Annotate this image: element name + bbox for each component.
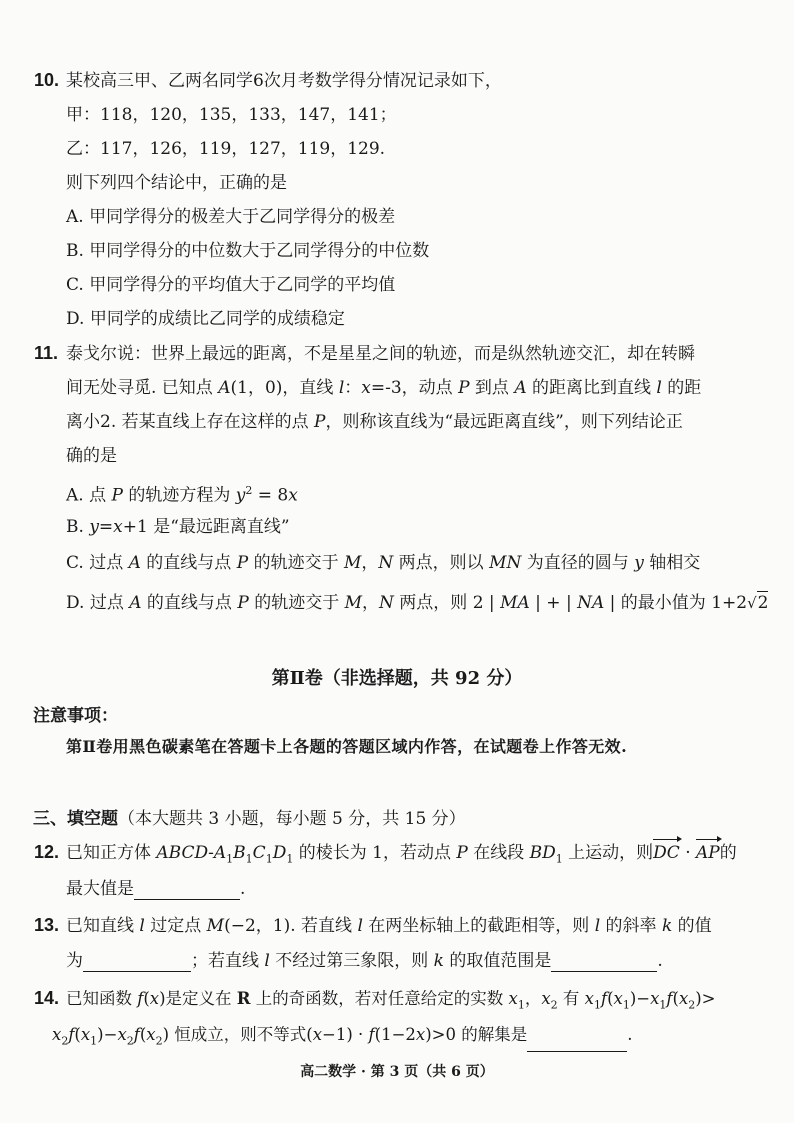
sqrt-radicand: 2	[757, 593, 769, 613]
q14-line-1: 已知函数 f(x)是定义在 R 上的奇函数，若对任意给定的实数 $x_1$，$x_2$ 有 $x_1f(x_1)-x_1f(x_2)>$	[66, 989, 716, 1012]
q10-number: 10.	[34, 70, 60, 90]
q10-yi-scores: 乙：117，126，119，127，119，129.	[66, 139, 386, 159]
q11-line-3: 离小2. 若某直线上存在这样的点 P，则称该直线为“最远距离直线”，则下列结论正	[66, 412, 683, 432]
q12-number: 12.	[34, 842, 60, 862]
q13-line-1: 已知直线 l 过定点 M(−2，1). 若直线 l 在两坐标轴上的截距相等，则 l 的斜率 k 的值	[66, 916, 712, 936]
page-footer: 高二数学 · 第 3 页（共 6 页）	[300, 1064, 494, 1080]
q12-answer-blank[interactable]	[134, 881, 240, 900]
q11-line-2: 间无处寻觅. 已知点 A(1，0)，直线 l：x=-3，动点 P 到点 A 的距离比到直线 l 的距	[66, 378, 702, 398]
q11-option-d: D. 过点 A 的直线与点 P 的轨迹交于 M，N 两点，则 2 | MA | + | NA | 的最小值为 1+2√2	[66, 593, 769, 613]
q10-option-b: B. 甲同学得分的中位数大于乙同学得分的中位数	[66, 241, 430, 261]
q10-ask: 则下列四个结论中，正确的是	[66, 173, 287, 193]
q11-option-b: B. y=x+1 是“最远距离直线”	[66, 517, 290, 537]
q12-line-2: 最大值是 .	[66, 879, 246, 899]
q13-answer-blank-1[interactable]	[83, 953, 191, 972]
q13-answer-blank-2[interactable]	[551, 953, 657, 972]
q12-line-1: 已知正方体 ABCD-$A_1B_1C_1D_1$ 的棱长为 1，若动点 P 在线段 $BD_1$ 上运动，则DC · AP的	[66, 843, 737, 866]
q10-option-d: D. 甲同学的成绩比乙同学的成绩稳定	[66, 309, 345, 329]
q14-number: 14.	[34, 988, 60, 1008]
q11-number: 11.	[34, 343, 59, 363]
q13-line-2: 为 ；若直线 l 不经过第三象限，则 k 的取值范围是 .	[66, 951, 663, 971]
sqrt-sign: √	[747, 594, 757, 612]
q11-line-4: 确的是	[66, 446, 117, 466]
q10-jia-scores: 甲：118，120，135，133，147，141；	[66, 105, 397, 125]
section-3-title: 三、填空题	[33, 809, 118, 829]
q11-option-c: C. 过点 A 的直线与点 P 的轨迹交于 M，N 两点，则以 MN 为直径的圆与 y 轴相交	[66, 553, 701, 573]
q13-number: 13.	[34, 915, 60, 935]
vector-ap: AP	[696, 843, 720, 863]
q10-option-c: C. 甲同学得分的平均值大于乙同学的平均值	[66, 275, 396, 295]
q14-line-2: $x_2f(x_1)-x_2f(x_2)$ 恒成立，则不等式(x−1) · f(1−2x)>0 的解集是 .	[52, 1024, 633, 1052]
q10-option-a: A. 甲同学得分的极差大于乙同学得分的极差	[66, 207, 396, 227]
notice-body: 第Ⅱ卷用黑色碳素笔在答题卡上各题的答题区域内作答，在试题卷上作答无效.	[66, 737, 628, 756]
q11-option-a: A. 点 P 的轨迹方程为 $y^2 = 8x$	[66, 484, 298, 506]
part2-title: 第Ⅱ卷（非选择题，共 92 分）	[271, 668, 523, 689]
notice-heading: 注意事项：	[33, 706, 118, 726]
section-3-header	[33, 808, 466, 830]
q14-answer-blank[interactable]	[527, 1033, 627, 1052]
q10-stem: 某校高三甲、乙两名同学6次月考数学得分情况记录如下，	[66, 71, 502, 91]
vector-dc: DC	[653, 843, 680, 863]
section-3-detail: （本大题共 3 小题，每小题 5 分，共 15 分）	[118, 809, 466, 829]
q11-line-1: 泰戈尔说：世界上最远的距离，不是星星之间的轨迹，而是纵然轨迹交汇，却在转瞬	[66, 344, 695, 364]
